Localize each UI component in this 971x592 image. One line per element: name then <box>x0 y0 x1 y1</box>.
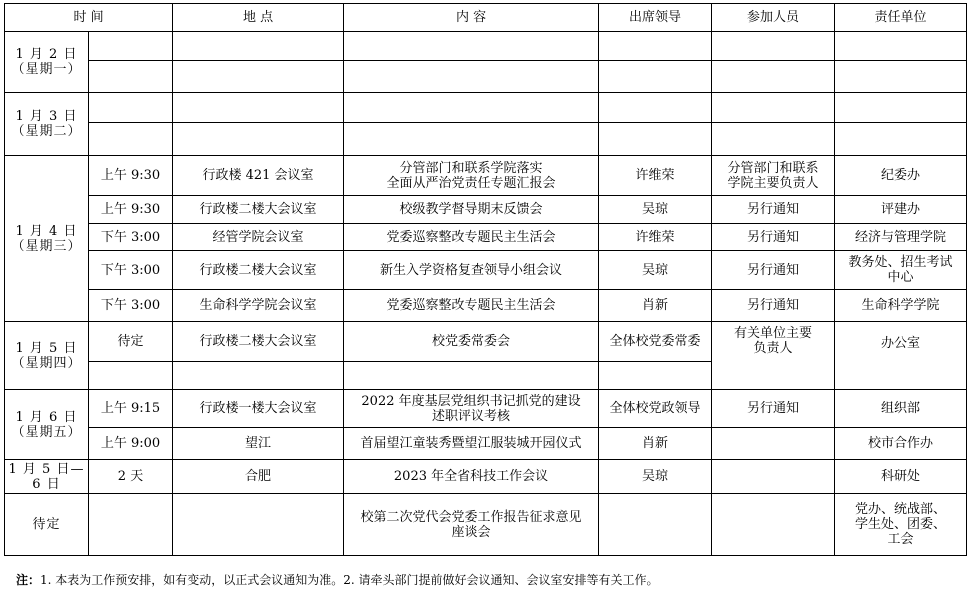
content-cell: 新生入学资格复查领导小组会议 <box>344 251 599 290</box>
attendees-cell <box>712 428 835 460</box>
leader-cell: 吴琼 <box>599 196 712 224</box>
place-cell: 合肥 <box>173 460 344 494</box>
cell <box>89 123 173 156</box>
cell <box>712 61 835 93</box>
attendees-cell: 有关单位主要 负责人 <box>712 322 835 390</box>
cell <box>344 32 599 61</box>
attendees-cell: 分管部门和联系 学院主要负责人 <box>712 156 835 196</box>
date-cell: 1 月 6 日 （星期五） <box>5 390 89 460</box>
table-row <box>5 32 967 61</box>
place-cell <box>173 494 344 556</box>
cell <box>89 93 173 123</box>
cell <box>173 362 344 390</box>
attendees-cell: 另行通知 <box>712 196 835 224</box>
cell <box>89 362 173 390</box>
cell <box>835 32 967 61</box>
content-cell: 校第二次党代会党委工作报告征求意见 座谈会 <box>344 494 599 556</box>
cell <box>599 61 712 93</box>
place-cell: 经管学院会议室 <box>173 224 344 251</box>
cell <box>173 93 344 123</box>
cell <box>89 61 173 93</box>
cell <box>89 32 173 61</box>
table-row <box>5 224 967 251</box>
attendees-cell: 另行通知 <box>712 390 835 428</box>
content-cell: 首届望江童装秀暨望江服装城开园仪式 <box>344 428 599 460</box>
place-cell: 望江 <box>173 428 344 460</box>
leader-cell: 许维荣 <box>599 156 712 196</box>
content-cell: 2023 年全省科技工作会议 <box>344 460 599 494</box>
header-time: 时 间 <box>5 4 173 32</box>
leader-cell <box>599 494 712 556</box>
unit-cell: 生命科学学院 <box>835 290 967 322</box>
leader-cell: 肖新 <box>599 290 712 322</box>
content-cell: 校级教学督导期末反馈会 <box>344 196 599 224</box>
unit-cell: 纪委办 <box>835 156 967 196</box>
table-row <box>5 93 967 123</box>
footnote-label: 注： <box>16 573 41 587</box>
table-row <box>5 61 967 93</box>
unit-cell: 教务处、招生考试 中心 <box>835 251 967 290</box>
time-cell: 上午 9:15 <box>89 390 173 428</box>
attendees-cell <box>712 460 835 494</box>
leader-cell: 全体校党政领导 <box>599 390 712 428</box>
place-cell: 行政楼二楼大会议室 <box>173 322 344 362</box>
attendees-cell: 另行通知 <box>712 251 835 290</box>
unit-cell: 党办、统战部、 学生处、团委、 工会 <box>835 494 967 556</box>
footnote <box>16 571 659 588</box>
leader-cell: 全体校党委常委 <box>599 322 712 362</box>
attendees-cell <box>712 494 835 556</box>
time-cell: 下午 3:00 <box>89 290 173 322</box>
table-row <box>5 428 967 460</box>
header-leader: 出席领导 <box>599 4 712 32</box>
date-cell: 待定 <box>5 494 89 556</box>
content-cell: 校党委常委会 <box>344 322 599 362</box>
content-cell: 党委巡察整改专题民主生活会 <box>344 224 599 251</box>
place-cell: 行政楼二楼大会议室 <box>173 251 344 290</box>
cell <box>599 93 712 123</box>
date-cell: 1 月 3 日 （星期二） <box>5 93 89 156</box>
place-cell: 行政楼 421 会议室 <box>173 156 344 196</box>
leader-cell: 肖新 <box>599 428 712 460</box>
cell <box>344 123 599 156</box>
table-row <box>5 290 967 322</box>
date-cell: 1 月 5 日 （星期四） <box>5 322 89 390</box>
cell <box>599 123 712 156</box>
cell <box>835 123 967 156</box>
unit-cell: 经济与管理学院 <box>835 224 967 251</box>
content-cell: 分管部门和联系学院落实 全面从严治党责任专题汇报会 <box>344 156 599 196</box>
content-cell: 党委巡察整改专题民主生活会 <box>344 290 599 322</box>
cell <box>344 93 599 123</box>
time-cell: 上午 9:30 <box>89 156 173 196</box>
table-row <box>5 156 967 196</box>
cell <box>712 123 835 156</box>
date-cell: 1 月 4 日 （星期三） <box>5 156 89 322</box>
unit-cell: 组织部 <box>835 390 967 428</box>
attendees-cell: 另行通知 <box>712 224 835 251</box>
cell <box>712 32 835 61</box>
time-cell: 待定 <box>89 322 173 362</box>
cell <box>712 93 835 123</box>
date-cell: 1 月 2 日 （星期一） <box>5 32 89 93</box>
leader-cell: 许维荣 <box>599 224 712 251</box>
table-row <box>5 390 967 428</box>
cell <box>835 93 967 123</box>
unit-cell: 科研处 <box>835 460 967 494</box>
cell <box>599 32 712 61</box>
time-cell: 2 天 <box>89 460 173 494</box>
attendees-cell: 另行通知 <box>712 290 835 322</box>
time-cell: 上午 9:30 <box>89 196 173 224</box>
header-row <box>5 4 967 32</box>
header-attendees: 参加人员 <box>712 4 835 32</box>
table-row <box>5 494 967 556</box>
place-cell: 生命科学学院会议室 <box>173 290 344 322</box>
table-row <box>5 196 967 224</box>
place-cell: 行政楼一楼大会议室 <box>173 390 344 428</box>
schedule-table <box>4 3 967 556</box>
time-cell: 上午 9:00 <box>89 428 173 460</box>
cell <box>173 61 344 93</box>
cell <box>344 362 599 390</box>
header-unit: 责任单位 <box>835 4 967 32</box>
cell <box>344 61 599 93</box>
cell <box>835 61 967 93</box>
table-row <box>5 251 967 290</box>
content-cell: 2022 年度基层党组织书记抓党的建设 述职评议考核 <box>344 390 599 428</box>
time-cell: 下午 3:00 <box>89 251 173 290</box>
cell <box>173 123 344 156</box>
unit-cell: 校市合作办 <box>835 428 967 460</box>
time-cell: 下午 3:00 <box>89 224 173 251</box>
leader-cell: 吴琼 <box>599 251 712 290</box>
place-cell: 行政楼二楼大会议室 <box>173 196 344 224</box>
table-row <box>5 460 967 494</box>
leader-cell: 吴琼 <box>599 460 712 494</box>
unit-cell: 办公室 <box>835 322 967 390</box>
unit-cell: 评建办 <box>835 196 967 224</box>
header-content: 内 容 <box>344 4 599 32</box>
header-place: 地 点 <box>173 4 344 32</box>
date-cell: 1 月 5 日— 6 日 <box>5 460 89 494</box>
cell <box>173 32 344 61</box>
time-cell <box>89 494 173 556</box>
footnote-text: 1. 本表为工作预安排，如有变动，以正式会议通知为准。2. 请牵头部门提前做好会议通知、会议室安排等有关工作。 <box>40 573 659 587</box>
table-row <box>5 322 967 362</box>
cell <box>599 362 712 390</box>
table-row <box>5 123 967 156</box>
